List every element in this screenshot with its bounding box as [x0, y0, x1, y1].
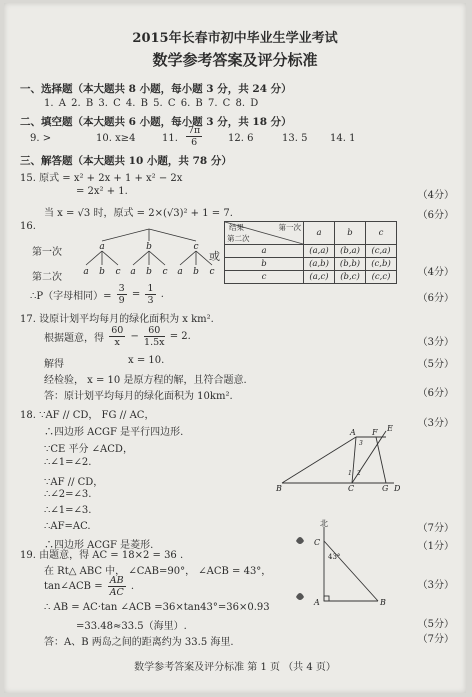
table-cell: (c,c): [366, 271, 397, 284]
tree-leaf: b: [146, 267, 152, 277]
table-corner-cell: [225, 222, 304, 245]
answer-11-numerator: 7π: [188, 125, 201, 136]
answer-12: 12. 6: [228, 133, 254, 144]
q16-score1: （4分）: [417, 267, 454, 278]
q16-equals: =: [131, 289, 141, 300]
q19-line2: 在 Rt△ ABC 中， ∠CAB=90°， ∠ACB = 43°，: [44, 566, 272, 577]
tree-top-b: b: [146, 242, 152, 252]
q18-line9: ∴四边形 ACGF 是菱形.: [44, 540, 154, 551]
q15-line1: 15. 原式 = x² + 2x + 1 + x² − 2x: [20, 173, 183, 184]
fig19-label-C: C: [314, 538, 321, 547]
q15-score1: （4分）: [417, 190, 454, 201]
answer-11-denominator: 6: [191, 137, 198, 148]
q17-score2: （5分）: [417, 359, 454, 370]
fig19-label-A: A: [314, 598, 320, 607]
q17-equation: [44, 325, 191, 348]
q18-line8: ∴AF=AC.: [44, 521, 91, 532]
q16-or: 或: [209, 250, 220, 263]
table-row: [225, 245, 397, 258]
table-cell: (a,a): [304, 245, 335, 258]
q19-navigation-figure: [294, 521, 414, 611]
answer-11-label: 11.: [162, 133, 178, 144]
q16-frac2-num: 1: [147, 283, 154, 294]
tree-leaf: c: [162, 267, 168, 277]
answer-sheet-page: [4, 3, 466, 693]
tree-leaf: b: [99, 267, 105, 277]
answer-13: 13. 5: [282, 133, 308, 144]
section-choice-heading: 一、选择题（本大题共 8 小题，每小题 3 分，共 24 分）: [20, 83, 292, 95]
table-cell: (a,b): [304, 258, 335, 271]
q19-score2: （3分）: [417, 580, 454, 591]
q17-frac1-den: x: [114, 337, 120, 348]
fig18-label-C: C: [348, 484, 355, 493]
fig19-angle: 43°: [328, 553, 341, 561]
tree-leaf: a: [130, 267, 136, 277]
q19-tan: [44, 575, 134, 598]
fig18-label-E: E: [387, 424, 393, 433]
q16-probability: [30, 283, 164, 306]
tree-leaf: c: [209, 267, 215, 277]
fig18-label-F: F: [372, 428, 378, 437]
q19-score3: （5分）: [417, 619, 454, 630]
q18-score1: （3分）: [417, 418, 454, 429]
section-solve-heading: 三、解答题（本大题共 10 小题，共 78 分）: [20, 155, 232, 167]
fig19-label-B: B: [380, 598, 386, 607]
fig18-label-G: G: [382, 484, 389, 493]
q19-score4: （7分）: [417, 634, 454, 645]
table-cell: (c,a): [366, 245, 397, 258]
table-row-header: b: [225, 258, 304, 271]
tree-leaf: c: [115, 267, 121, 277]
q16-first-draw-label: 第一次: [32, 247, 62, 258]
table-row: [225, 258, 397, 271]
island-c-icon: [296, 537, 304, 544]
table-header-result: 结果: [229, 223, 244, 232]
q19-tan-num: AB: [109, 575, 124, 586]
exam-title: 2015年长春市初中毕业生学业考试: [132, 31, 338, 46]
fig18-angle-1: 1: [348, 470, 352, 477]
table-cell: (a,c): [304, 271, 335, 284]
table-cell: (b,a): [335, 245, 366, 258]
q15-line3: 当 x = √3 时，原式 = 2×(√3)² + 1 = 7.: [44, 208, 233, 219]
q17-check: 经检验， x = 10 是原方程的解，且符合题意.: [44, 375, 247, 386]
q19-answer: 答：A、B 两岛之间的距离约为 33.5 海里.: [44, 637, 234, 648]
q18-line4: ∴∠1=∠2.: [44, 457, 92, 468]
answer-10: 10. x≥4: [96, 133, 136, 144]
answer-11-fraction: [184, 125, 204, 148]
q16-outcome-table: [224, 221, 397, 284]
q17-answer: 答：原计划平均每月的绿化面积为 10km².: [44, 391, 233, 402]
q17-line1: 17. 设原计划平均每月的绿化面积为 x km².: [20, 314, 214, 325]
page-footer: 数学参考答案及评分标准 第 1 页 （共 4 页）: [134, 662, 336, 673]
q16-frac2-den: 3: [147, 295, 154, 306]
q18-geometry-figure: [276, 423, 406, 493]
q17-frac1-num: 60: [111, 325, 124, 336]
tree-leaf: a: [83, 267, 89, 277]
q18-line5: ∵AF // CD，: [44, 477, 104, 488]
choice-answers: 1. A 2. B 3. C 4. B 5. C 6. B 7. C 8. D: [44, 98, 259, 109]
table-cell: (b,c): [335, 271, 366, 284]
q16-probability-label: ∴P（字母相同）=: [30, 291, 112, 302]
table-row-header: c: [225, 271, 304, 284]
q17-solution: x = 10.: [128, 355, 165, 366]
fig19-north: 北: [320, 519, 328, 528]
q19-tan-den: AC: [109, 587, 124, 598]
q16-number: 16.: [20, 221, 36, 232]
q17-frac2-den: 1.5x: [144, 337, 165, 348]
answer-9: 9. >: [30, 133, 52, 144]
q17-score3: （6分）: [417, 388, 454, 399]
fig18-angle-3: 3: [359, 440, 363, 447]
table-header-first: 第一次: [278, 223, 301, 232]
q15-line2: = 2x² + 1.: [76, 186, 128, 197]
section-fill-heading: 二、填空题（本大题共 6 小题，每小题 3 分，共 18 分）: [20, 116, 292, 128]
tree-top-a: a: [99, 242, 105, 252]
q17-equation-intro: 根据题意，得: [44, 333, 104, 344]
table-col-header: b: [335, 222, 366, 245]
fig18-label-B: B: [276, 484, 282, 493]
q16-frac1-num: 3: [118, 283, 125, 294]
q19-line1: 19. 由题意，得 AC = 18×2 = 36 .: [20, 550, 184, 561]
q18-line1: 18. ∵AF // CD， FG // AC，: [20, 410, 155, 421]
tree-leaf: a: [177, 267, 183, 277]
table-cell: (b,b): [335, 258, 366, 271]
table-col-header: a: [304, 222, 335, 245]
q19-score1: （1分）: [417, 541, 454, 552]
q17-solve-label: 解得: [44, 359, 64, 370]
table-cell: (c,b): [366, 258, 397, 271]
q16-score2: （6分）: [417, 293, 454, 304]
q19-line5: =33.48≈33.5（海里）.: [76, 621, 187, 632]
q18-score2: （7分）: [417, 523, 454, 534]
document-subtitle: 数学参考答案及评分标准: [152, 51, 318, 69]
q17-equation-end: = 2.: [169, 331, 191, 342]
q18-line2: ∴四边形 ACGF 是平行四边形.: [44, 427, 184, 438]
q15-score2: （6分）: [417, 210, 454, 221]
q19-tan-label: tan∠ACB =: [44, 581, 103, 592]
tree-top-c: c: [193, 242, 199, 252]
fig18-label-D: D: [394, 484, 401, 493]
q18-line6: ∴∠2=∠3.: [44, 489, 92, 500]
q16-second-draw-label: 第二次: [32, 272, 62, 283]
q18-line7: ∴∠1=∠3.: [44, 505, 92, 516]
q16-period: .: [160, 289, 164, 300]
table-header-second: 第二次: [227, 234, 250, 243]
q19-line4: ∴ AB = AC·tan ∠ACB =36×tan43°=36×0.93: [44, 602, 270, 613]
q19-tan-period: .: [130, 581, 134, 592]
answer-14: 14. 1: [330, 133, 356, 144]
tree-leaf: b: [193, 267, 199, 277]
q17-frac2-num: 60: [144, 325, 164, 337]
fig18-label-A: A: [350, 428, 356, 437]
table-col-header: c: [366, 222, 397, 245]
q17-minus: −: [130, 331, 139, 342]
table-row: [225, 271, 397, 284]
q17-score1: （3分）: [417, 337, 454, 348]
island-a-icon: [296, 593, 304, 600]
q16-frac1-den: 9: [118, 295, 125, 306]
fig18-angle-2: 2: [357, 470, 361, 477]
q18-line3: ∵CE 平分 ∠ACD，: [44, 444, 133, 455]
table-row-header: a: [225, 245, 304, 258]
